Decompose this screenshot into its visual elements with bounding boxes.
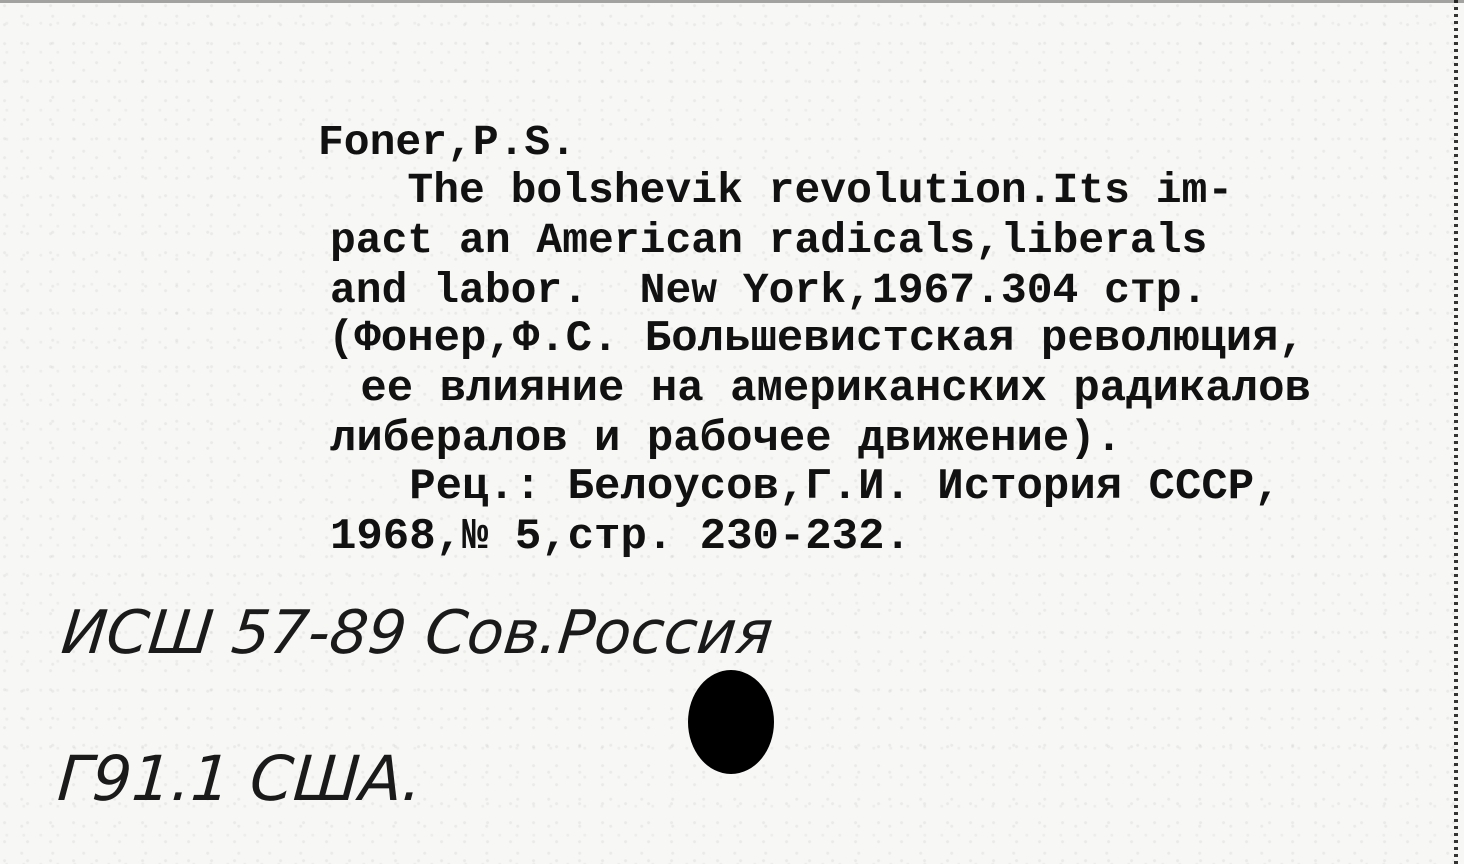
body-line: ее влияние на американских радикалов [334,364,1311,414]
card-top-edge [0,0,1464,3]
body-line: The bolshevik revolution.Its im- [330,166,1234,215]
body-line: (Фонер,Ф.С. Большевистская революция, [328,314,1305,364]
card-right-edge [1454,0,1458,864]
punch-hole [688,670,774,774]
handwritten-classification: Г91.1 США. [55,742,425,815]
body-line: Рец.: Белоусов,Г.И. История СССР, [330,462,1281,512]
author-line: Foner,P.S. [318,118,577,167]
handwritten-shelfmark: ИСШ 57-89 Сов.Россия [58,598,777,668]
body-line: либералов и рабочее движение). [330,414,1123,464]
body-line: pact an American radicals,liberals [330,216,1208,265]
body-line: 1968,№ 5,стр. 230-232. [330,512,911,562]
body-line: and labor. New York,1967.304 стр. [330,266,1208,315]
